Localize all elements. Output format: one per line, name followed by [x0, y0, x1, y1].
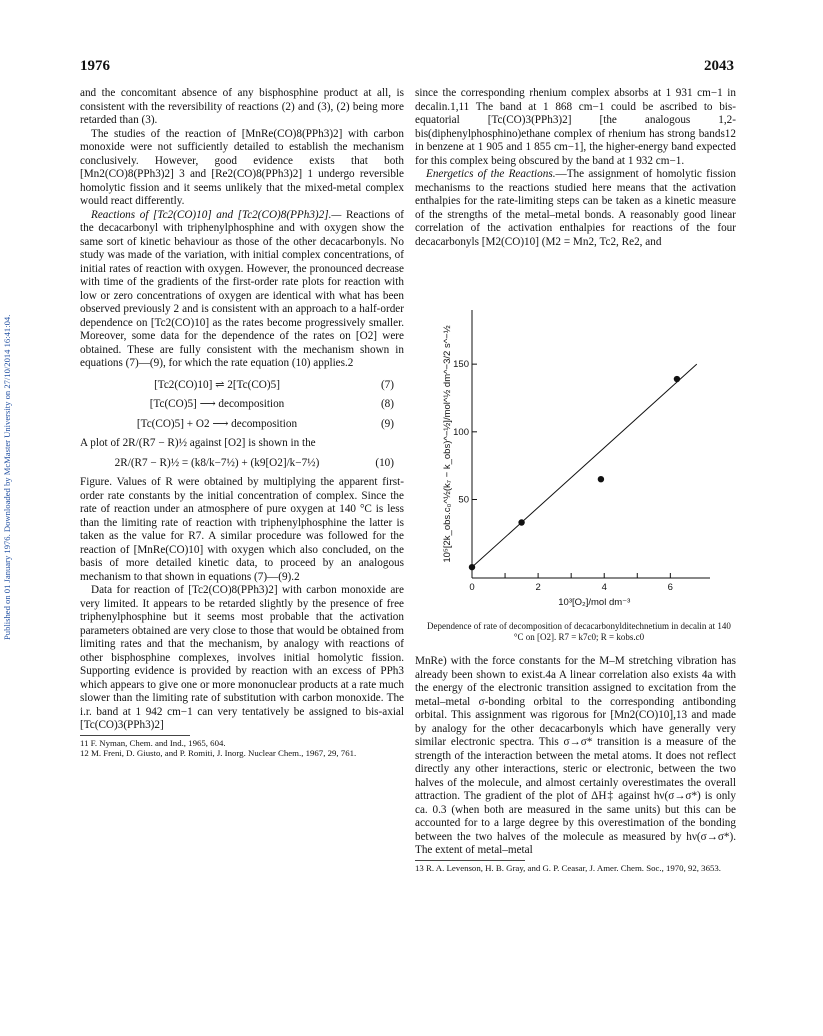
- x-tick-label: 4: [601, 582, 607, 593]
- equation-9-text: [Tc(CO)5] + O2 ⟶ decomposition: [136, 417, 298, 430]
- right-paragraph-2-body: —The assignment of homolytic fission mechanisms to the reactions studied here means that the activation enthalpies for the rate-limiting steps can be taken as a kinetic measure of the strengths of the metal–metal bonds. A reasonably good linear correlation of the activation enthalpies for reactions of the four decacarbonyls [M2(CO)10] (M2 = Mn2, Tc2, Re2, and: [415, 168, 736, 248]
- data-point: [469, 564, 475, 570]
- footnote-rule-left: [80, 735, 190, 736]
- equation-10-number: (10): [375, 456, 394, 469]
- data-point: [674, 376, 680, 382]
- x-tick-label: 0: [469, 582, 475, 593]
- left-paragraph-6: Data for reaction of [Tc2(CO)8(PPh3)2] with carbon monoxide are very limited. It appears to be retarded slightly by the presence of free triphenylphosphine but it seems most probable that the activation parameters obtained are very close to those that would be obtained from limiting rates and that the mechanism, by analogy with reactions of other bisphosphine complexes, involves initial homolytic fission. Supporting evidence is provided by reaction with an excess of PPh3 which appears to give one or more mononuclear products at a rate much slower than the limiting rate of substitution with carbon monoxide. The i.r. band at 1 942 cm−1 can very tentatively be assigned to bis-axial [Tc(CO)3(PPh3)2]: [80, 584, 404, 731]
- section-heading-tc-reactions: Reactions of [Tc2(CO)10] and [Tc2(CO)8(PPh3)2].—: [91, 208, 342, 221]
- fit-line: [472, 364, 697, 567]
- data-point: [598, 476, 604, 482]
- y-axis-label: 10⁵[2k_obs.c₀^½(k₇ − k_obs)^−½]/mol^½ dm^−3/2 s^−½: [442, 325, 453, 563]
- right-paragraph-2: [415, 168, 736, 249]
- equation-7-text: [Tc2(CO)10] ⇌ 2[Tc(CO)5]: [154, 378, 280, 391]
- x-axis-label: 10³[O₂]/mol dm⁻³: [558, 597, 631, 608]
- footnote-11: 11 F. Nyman, Chem. and Ind., 1965, 604.: [80, 737, 226, 748]
- right-column-top: [415, 87, 736, 249]
- figure: [410, 300, 740, 620]
- data-point: [518, 519, 524, 525]
- right-paragraph-3: MnRe) with the force constants for the M–M stretching vibration has already been shown to exist.4a A linear correlation also exists 4a with the energy of the electronic transition assigned to excitation from the metal–metal σ-bonding orbital to the corresponding antibonding orbital. This assignment was rigorous for [Mn2(CO)10],13 and made by analogy for the other decacarbonyls which have generally very similar electronic spectra. This σ→σ* transition is a measure of the strength of the interaction between the metal atoms. It does not reflect directly any other interactions, steric or electronic, between the two halves of the molecule, and almost certainly overestimates the overall attraction. The gradient of the plot of ΔH‡ against hν(σ→σ*) is only ca. 0.3 (when both are measured in the same units) but this can be accounted for to a large degree by this overestimation of the bonding between the two halves of the molecule as measured by hν(σ→σ*). The extent of metal–metal: [415, 655, 736, 856]
- equation-8-number: (8): [380, 398, 394, 410]
- left-paragraph-3-body: Reactions of the decacarbonyl with triphenylphosphine and with oxygen show the same sort of kinetic behaviour as those of the other decacarbonyls. No study was made of the variation, with initial complex concentrations, of initial rates of reaction with oxygen. However, the pronounced decrease with time of the gradients of the first-order rate plots for reaction with low or zero concentrations of oxygen are identical with what has been observed previously 2 and is consistent with an approach to a half-order dependence on [Tc2(CO)10] as the rates become progressively smaller. Moreover, some data for the dependence of the rates on [O2] were obtained. These are fully consistent with the mechanism shown in equations (7)—(9), for which the rate equation (10) applies.2: [80, 208, 405, 369]
- equation-10: [80, 457, 404, 471]
- left-paragraph-4: A plot of 2R/(R7 − R)½ against [O2] is shown in the: [80, 437, 316, 449]
- right-page-number: 2043: [704, 58, 734, 74]
- x-tick-label: 6: [667, 582, 673, 593]
- left-column: [80, 87, 404, 759]
- x-tick-label: 2: [535, 582, 541, 593]
- y-tick-label: 50: [458, 494, 469, 506]
- left-paragraph-5: Figure. Values of R were obtained by multiplying the apparent first-order rate constants by the initial concentration of complex. Since the rate of reaction under an atmosphere of pure oxygen at 140 °C is less than the limiting rate of reaction with triphenylphosphine the latter is taken as the value for R7. A similar procedure was followed for the reaction of [MnRe(CO)10] with oxygen which also concluded, on the basis of more detailed kinetic data, to proceed by an analogous mechanism to that shown in equations (7)—(9).2: [80, 476, 404, 583]
- o2-dependence-chart: [410, 300, 740, 620]
- equation-8: [80, 398, 404, 412]
- left-paragraph-2: The studies of the reaction of [MnRe(CO)8(PPh3)2] with carbon monoxide were not sufficiently detailed to establish the mechanism conclusively. However, good evidence exists that both [Mn2(CO)8(PPh3)2] 3 and [Re2(CO)8(PPh3)2] 1 undergo reversible homolytic fission and it seems unlikely that the mixed-metal complex would react differently.: [80, 127, 404, 207]
- y-tick-label: 100: [453, 426, 469, 438]
- left-paragraph-1: and the concomitant absence of any bisphosphine product at all, is consistent with the reversibility of reactions (2) and (3), (2) being more retarded than (3).: [80, 87, 404, 126]
- left-page-number: 1976: [80, 58, 110, 74]
- download-notice: Published on 01 January 1976. Downloaded by McMaster University on 27/10/2014 16:41:04.: [2, 314, 12, 640]
- footnote-12: 12 M. Freni, D. Giusto, and P. Romiti, J. Inorg. Nuclear Chem., 1967, 29, 761.: [80, 748, 357, 758]
- figure-caption: Dependence of rate of decomposition of decacarbonylditechnetium in decalin at 140 °C on [O2]. R7 = k7c0; R = kobs.c0: [427, 621, 731, 642]
- right-column-bottom: [415, 655, 736, 873]
- equation-10-text: 2R/(R7 − R)½ = (k8/k−7½) + (k9[O2]/k−7½): [114, 456, 320, 469]
- y-tick-label: 150: [453, 359, 469, 371]
- footnote-13: 13 R. A. Levenson, H. B. Gray, and G. P. Ceasar, J. Amer. Chem. Soc., 1970, 92, 3653.: [415, 862, 721, 873]
- section-heading-energetics: Energetics of the Reactions.: [426, 168, 556, 180]
- right-paragraph-1: since the corresponding rhenium complex absorbs at 1 931 cm−1 in decalin.1,11 The band at 1 868 cm−1 could be ascribed to bis-equatorial [Tc(CO)3(PPh3)2] [the analogous 1,2-bis(diphenylphosphino)ethane complex of rhenium has strong bands12 in benzene at 1 905 and 1 855 cm−1], the higher-energy band expected for this complex being obscured by the band at 1 932 cm−1.: [415, 87, 736, 167]
- footnote-rule-right: [415, 860, 525, 861]
- left-paragraph-3: [80, 209, 404, 371]
- equation-8-text: [Tc(CO)5] ⟶ decomposition: [149, 398, 285, 410]
- equation-7: [80, 379, 404, 393]
- equation-7-number: (7): [380, 378, 394, 391]
- equation-9-number: (9): [380, 417, 394, 430]
- equation-9: [80, 418, 404, 432]
